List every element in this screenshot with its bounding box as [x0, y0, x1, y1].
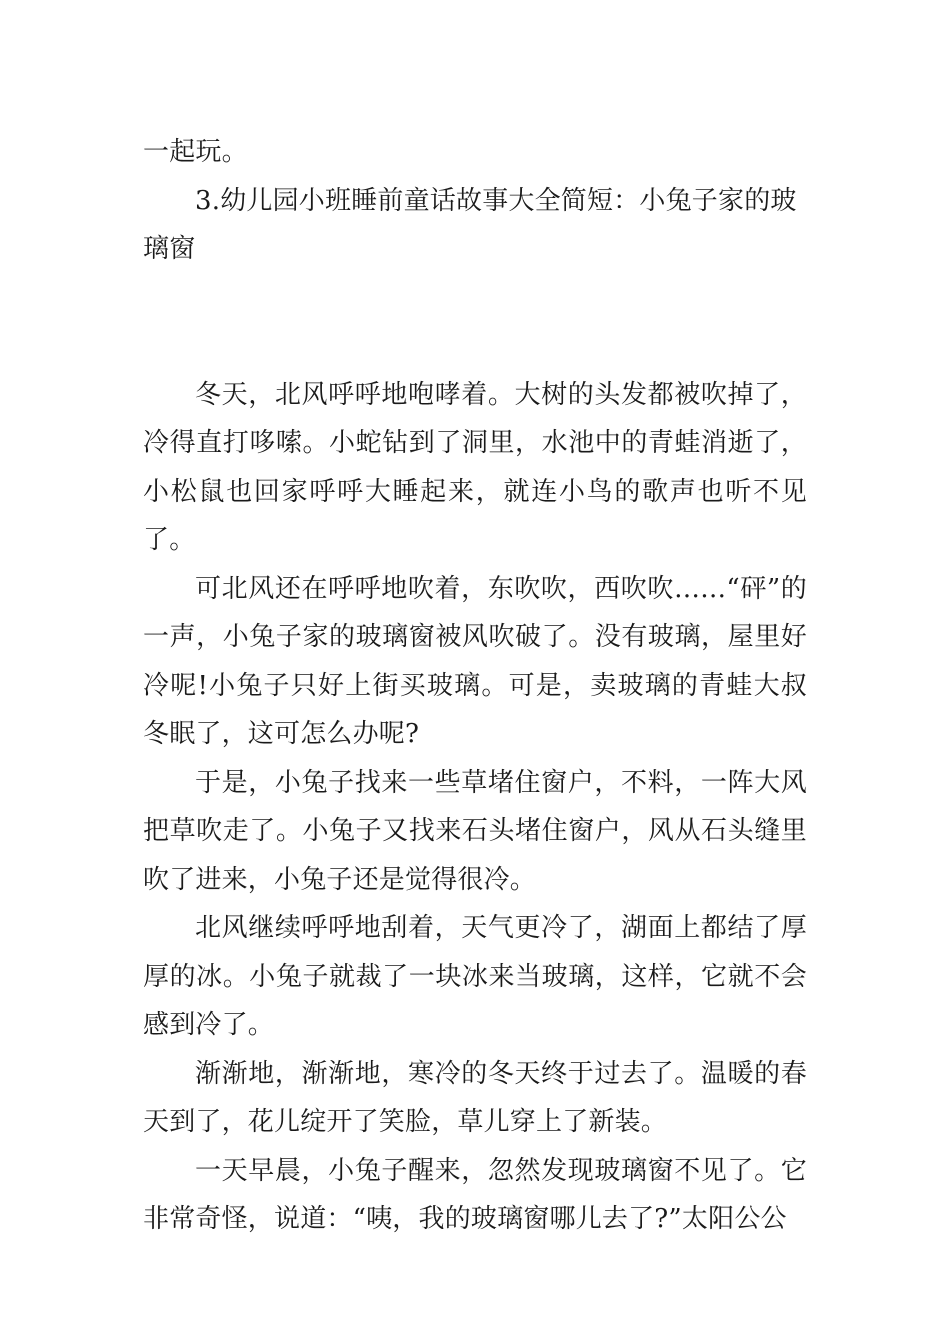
- paragraph-4: 北风继续呼呼地刮着，天气更冷了，湖面上都结了厚厚的冰。小兔子就裁了一块冰来当玻璃，这样，它就不会感到冷了。: [143, 913, 807, 1040]
- paragraph-3: 于是，小兔子找来一些草堵住窗户，不料，一阵大风把草吹走了。小兔子又找来石头堵住窗户，风从石头缝里吹了进来，小兔子还是觉得很冷。: [143, 767, 807, 895]
- story-heading: 3.幼儿园小班睡前童话故事大全简短：小兔子家的玻璃窗: [143, 185, 797, 264]
- paragraph-6: 一天早晨，小兔子醒来，忽然发现玻璃窗不见了。它非常奇怪，说道：“咦，我的玻璃窗哪儿去了?”太阳公公: [143, 1155, 807, 1234]
- continuation-text: 一起玩。: [143, 137, 248, 167]
- paragraph-5: 渐渐地，渐渐地，寒冷的冬天终于过去了。温暖的春天到了，花儿绽开了笑脸，草儿穿上了新装。: [143, 1058, 807, 1137]
- section-gap: [143, 274, 807, 371]
- paragraph-1: 冬天，北风呼呼地咆哮着。大树的头发都被吹掉了，冷得直打哆嗦。小蛇钻到了洞里，水池中的青蛙消逝了，小松鼠也回家呼呼大睡起来，就连小鸟的歌声也听不见了。: [143, 379, 807, 555]
- paragraph-2: 可北风还在呼呼地吹着，东吹吹，西吹吹……“砰”的一声，小兔子家的玻璃窗被风吹破了。没有玻璃，屋里好冷呢!小兔子只好上街买玻璃。可是，卖玻璃的青蛙大叔冬眠了，这可怎么办呢?: [143, 573, 807, 749]
